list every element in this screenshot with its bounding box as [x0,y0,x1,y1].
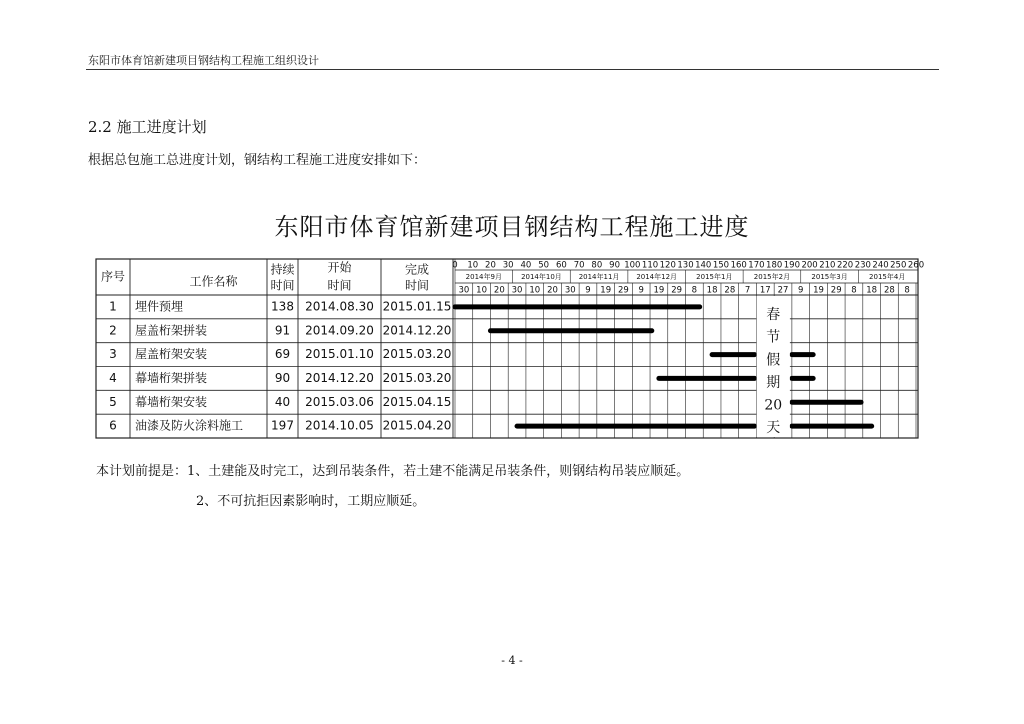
task-no: 2 [109,323,117,338]
task-no: 5 [109,394,117,409]
date-label: 19 [600,285,612,296]
task-end: 2015.03.20 [382,370,452,385]
day-tick: 70 [573,260,585,271]
date-label: 10 [476,285,488,296]
header-start-2: 时间 [327,278,352,293]
date-label: 29 [671,285,683,296]
task-end: 2015.03.20 [382,347,452,362]
date-label: 10 [529,285,541,296]
day-tick: 50 [538,260,550,271]
vacation-label: 节 [766,329,781,346]
date-label: 8 [851,285,857,296]
task-start: 2015.01.10 [305,347,374,362]
task-start: 2014.10.05 [305,418,374,433]
day-tick: 160 [730,260,747,271]
gantt-title: 东阳市体育馆新建项目钢结构工程施工进度 [274,213,750,241]
month-label: 2015年3月 [811,273,848,281]
day-tick: 60 [555,260,567,271]
day-tick: 110 [641,260,659,271]
day-tick: 0 [452,260,458,271]
day-tick: 240 [872,260,889,271]
date-label: 28 [724,285,736,296]
day-tick: 210 [819,260,836,271]
date-label: 18 [866,285,878,296]
month-label: 2015年2月 [753,273,791,281]
header-duration: 持续 [270,262,295,277]
task-duration: 69 [274,347,291,362]
header-name: 工作名称 [189,274,238,289]
day-tick: 180 [766,260,783,271]
day-tick: 230 [854,260,871,271]
date-label: 8 [904,285,910,296]
month-label: 2014年11月 [578,273,620,281]
date-label: 8 [691,285,698,296]
day-tick: 20 [485,260,496,271]
date-label: 19 [653,285,665,296]
date-label: 30 [564,285,576,296]
day-tick: 190 [783,260,801,271]
day-tick: 80 [591,260,603,271]
header-end-2: 时间 [404,278,430,293]
task-name: 屋盖桁架安装 [135,347,208,362]
task-start: 2014.08.30 [305,299,374,314]
task-name: 幕墙桁架安装 [135,394,208,409]
date-label: 20 [547,285,558,296]
task-no: 4 [109,370,117,385]
day-tick: 130 [677,260,694,271]
date-label: 9 [585,285,591,296]
date-label: 17 [759,285,771,296]
task-end: 2015.04.15 [382,394,452,409]
task-name: 幕墙桁架拼装 [135,370,208,385]
task-end: 2015.01.15 [382,299,452,314]
day-tick: 30 [502,260,514,271]
day-tick: 170 [748,260,765,271]
task-duration: 91 [274,323,291,338]
intro-text: 根据总包施工总进度计划，钢结构工程施工进度安排如下： [88,153,427,168]
day-tick: 140 [695,260,712,271]
section-title: 2.2 施工进度计划 [88,118,207,136]
day-tick: 220 [836,260,854,271]
vacation-label: 春 [766,307,781,323]
note-line-1: 本计划前提是：1、土建能及时完工，达到吊装条件，若土建不能满足吊装条件，则钢结构吊装应顺延。 [96,464,690,479]
date-label: 9 [798,285,804,296]
task-duration: 90 [274,370,291,385]
task-end: 2015.04.20 [382,418,452,433]
date-label: 29 [830,285,842,296]
day-tick: 40 [520,260,532,271]
task-start: 2014.12.20 [305,370,374,385]
vacation-label: 假 [766,352,781,369]
page-number: - 4 - [501,654,523,667]
task-end: 2014.12.20 [382,323,452,338]
day-tick: 260 [907,260,925,271]
note-line-2: 2、不可抗拒因素影响时，工期应顺延。 [196,494,426,509]
task-duration: 138 [271,299,294,314]
date-label: 7 [744,285,751,296]
month-label: 2015年4月 [869,273,906,281]
header-start: 开始 [327,260,352,275]
vacation-label: 20 [764,397,783,414]
month-label: 2014年9月 [465,273,502,281]
day-tick: 120 [659,260,676,271]
date-label: 19 [813,285,824,296]
date-label: 20 [493,285,505,296]
task-no: 6 [109,418,117,433]
day-tick: 250 [890,260,907,271]
task-name: 埋件预埋 [135,299,184,314]
day-tick: 100 [624,260,641,271]
task-name: 油漆及防火涂料施工 [135,418,244,433]
date-label: 30 [458,285,470,296]
day-tick: 90 [609,260,620,271]
month-label: 2015年1月 [696,273,733,281]
date-label: 29 [618,285,629,296]
task-name: 屋盖桁架拼装 [135,323,208,338]
vacation-label: 天 [766,420,781,437]
month-label: 2014年10月 [521,273,562,281]
header-duration-2: 时间 [270,278,295,293]
task-duration: 197 [271,418,294,433]
date-label: 9 [638,285,644,296]
day-tick: 150 [712,260,730,271]
month-label: 2014年12月 [636,273,678,281]
vacation-label: 期 [766,374,781,391]
date-label: 28 [883,285,895,296]
task-no: 3 [109,347,117,362]
day-tick: 200 [801,260,818,271]
date-label: 27 [777,285,789,296]
task-start: 2015.03.06 [305,394,374,409]
task-start: 2014.09.20 [305,323,374,338]
header-end: 完成 [404,262,430,277]
day-tick: 10 [467,260,479,271]
task-duration: 40 [274,394,291,409]
page-header: 东阳市体育馆新建项目钢结构工程施工组织设计 [88,54,319,67]
date-label: 18 [706,285,718,296]
header-no: 序号 [100,269,126,284]
date-label: 30 [511,285,523,296]
task-no: 1 [109,299,117,314]
